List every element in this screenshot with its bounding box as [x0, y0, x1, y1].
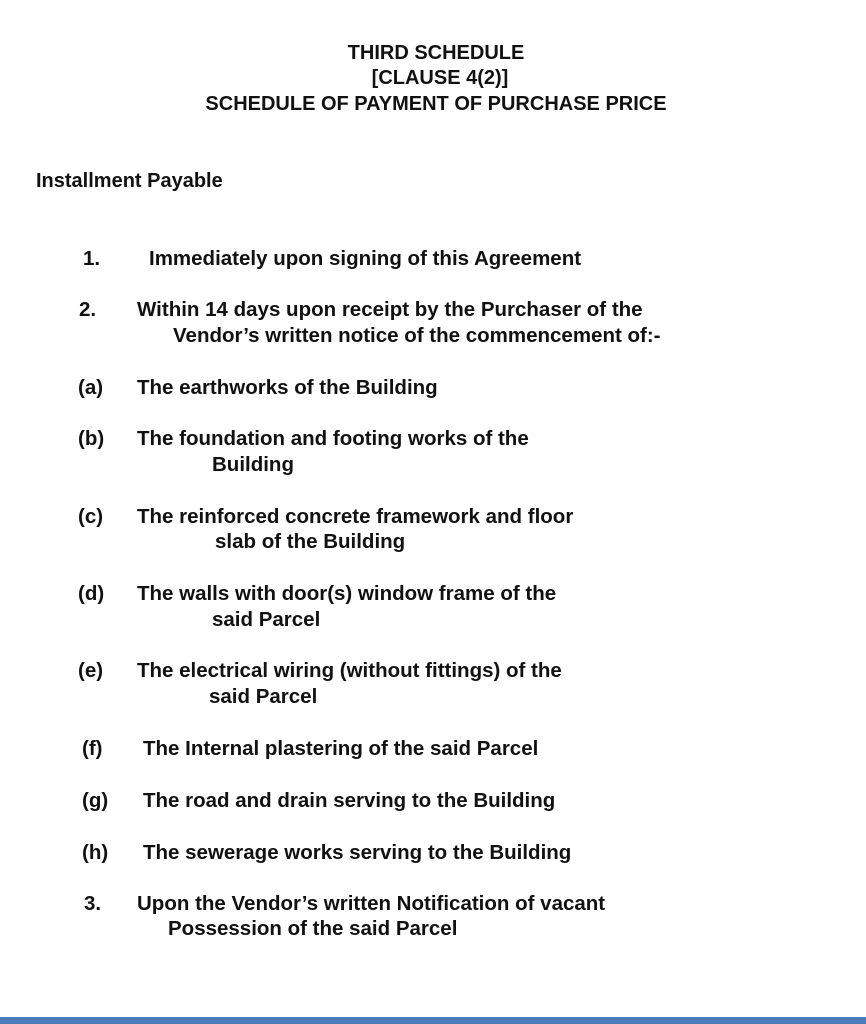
item-text-continuation: said Parcel — [209, 685, 318, 708]
item-text: The walls with door(s) window frame of the — [137, 582, 557, 605]
item-marker: 2. — [79, 298, 97, 321]
item-text: The road and drain serving to the Building — [143, 789, 556, 812]
item-text-continuation: Possession of the said Parcel — [168, 917, 458, 940]
schedule-title: THIRD SCHEDULE — [347, 42, 525, 64]
item-text: The foundation and footing works of the — [137, 427, 529, 450]
section-label: Installment Payable — [36, 170, 223, 192]
item-marker: (d) — [78, 582, 105, 605]
item-text-continuation: Building — [212, 453, 294, 476]
item-text-continuation: said Parcel — [212, 608, 321, 631]
item-text: The reinforced concrete framework and floor — [137, 505, 574, 528]
item-text-continuation: slab of the Building — [215, 530, 406, 553]
item-marker: (a) — [78, 376, 104, 399]
schedule-subtitle: SCHEDULE OF PAYMENT OF PURCHASE PRICE — [205, 93, 667, 115]
item-text: The sewerage works serving to the Building — [143, 841, 572, 864]
item-text: Upon the Vendor’s written Notification of vacant — [137, 892, 606, 915]
item-marker: (e) — [78, 659, 104, 682]
item-text: The earthworks of the Building — [137, 376, 438, 399]
item-marker: (b) — [78, 427, 105, 450]
item-text: Immediately upon signing of this Agreement — [149, 247, 582, 270]
clause-reference: [CLAUSE 4(2)] — [371, 67, 509, 89]
item-marker: 3. — [84, 892, 102, 915]
item-text-continuation: Vendor’s written notice of the commencement of:- — [173, 324, 661, 347]
bottom-edge-bar — [0, 1017, 866, 1024]
item-text: Within 14 days upon receipt by the Purchaser of the — [137, 298, 643, 321]
item-marker: (f) — [82, 737, 103, 760]
item-text: The Internal plastering of the said Parcel — [143, 737, 539, 760]
item-marker: (c) — [78, 505, 104, 528]
item-text: The electrical wiring (without fittings) of the — [137, 659, 562, 682]
item-marker: 1. — [83, 247, 101, 270]
item-marker: (g) — [82, 789, 109, 812]
item-marker: (h) — [82, 841, 109, 864]
